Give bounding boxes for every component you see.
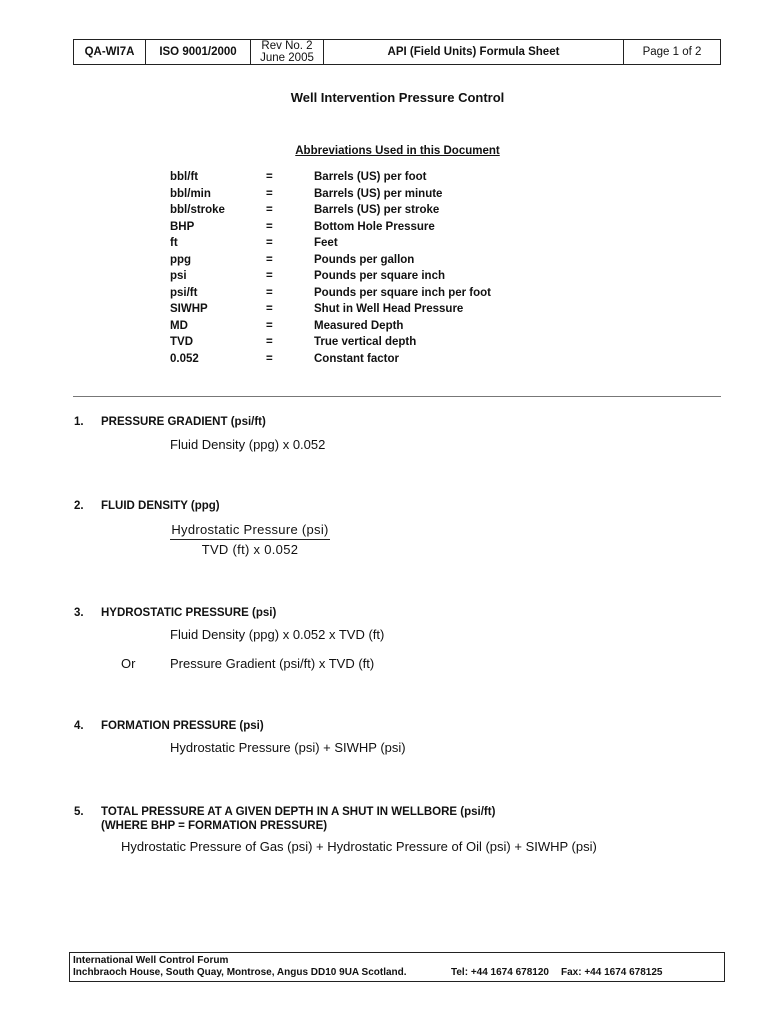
- abbreviation-term: ft: [170, 237, 178, 249]
- abbreviation-row: [170, 188, 570, 205]
- section-title: PRESSURE GRADIENT (psi/ft): [101, 416, 266, 428]
- document-title: Well Intervention Pressure Control: [290, 90, 505, 105]
- abbreviation-term: bbl/min: [170, 187, 211, 200]
- fraction-denominator: TVD (ft) x 0.052: [201, 542, 299, 557]
- abbreviations-heading: Abbreviations Used in this Document: [295, 145, 500, 157]
- revision-cell: [251, 40, 324, 64]
- formula: Hydrostatic Pressure of Gas (psi) + Hydrostatic Pressure of Oil (psi) + SIWHP (psi): [121, 839, 597, 854]
- abbreviation-meaning: Pounds per square inch per foot: [314, 286, 491, 299]
- formula: Hydrostatic Pressure (psi) + SIWHP (psi): [170, 740, 406, 755]
- revision-number: Rev No. 2: [261, 40, 313, 52]
- section-divider: [73, 396, 721, 397]
- section-subtitle: (WHERE BHP = FORMATION PRESSURE): [101, 820, 328, 832]
- section-title: FLUID DENSITY (ppg): [101, 500, 220, 512]
- sheet-title-cell: API (Field Units) Formula Sheet: [324, 40, 624, 64]
- abbreviation-row: [170, 254, 570, 271]
- section-title: TOTAL PRESSURE AT A GIVEN DEPTH IN A SHUT IN WELLBORE (psi/ft): [101, 806, 496, 818]
- abbreviation-meaning: Pounds per square inch: [314, 270, 445, 282]
- abbreviation-term: 0.052: [170, 352, 199, 365]
- footer-organization: International Well Control Forum: [73, 955, 229, 966]
- abbreviation-term: MD: [170, 319, 188, 332]
- abbreviation-meaning: Constant factor: [314, 352, 399, 365]
- equals-sign: =: [266, 336, 273, 348]
- equals-sign: =: [266, 270, 273, 282]
- abbreviation-meaning: Feet: [314, 237, 338, 249]
- abbreviation-term: ppg: [170, 253, 192, 266]
- alternate-formula: Pressure Gradient (psi/ft) x TVD (ft): [170, 656, 375, 671]
- abbreviation-row: [170, 303, 570, 320]
- abbreviation-meaning: True vertical depth: [314, 336, 417, 348]
- footer-box: [69, 952, 725, 982]
- abbreviation-row: [170, 237, 570, 254]
- abbreviation-term: BHP: [170, 220, 195, 233]
- section-title: HYDROSTATIC PRESSURE (psi): [101, 607, 277, 619]
- abbreviation-term: SIWHP: [170, 303, 208, 315]
- abbreviation-meaning: Barrels (US) per stroke: [314, 204, 440, 216]
- fraction-formula: [170, 522, 330, 557]
- standard-cell: ISO 9001/2000: [146, 40, 251, 64]
- abbreviation-term: TVD: [170, 336, 193, 348]
- section-title: FORMATION PRESSURE (psi): [101, 720, 264, 732]
- section-number: 3.: [74, 607, 84, 619]
- equals-sign: =: [266, 204, 273, 216]
- equals-sign: =: [266, 220, 273, 233]
- revision-date: June 2005: [260, 52, 314, 64]
- document-header-table: [73, 39, 721, 65]
- equals-sign: =: [266, 187, 273, 200]
- equals-sign: =: [266, 237, 273, 249]
- abbreviation-row: [170, 353, 570, 370]
- abbreviation-row: [170, 336, 570, 353]
- or-label: Or: [121, 656, 136, 671]
- page-number-cell: Page 1 of 2: [642, 46, 702, 58]
- equals-sign: =: [266, 171, 273, 183]
- formula: Fluid Density (ppg) x 0.052 x TVD (ft): [170, 627, 385, 642]
- abbreviation-term: psi: [170, 270, 187, 282]
- formula: Fluid Density (ppg) x 0.052: [170, 437, 326, 452]
- abbreviation-term: bbl/ft: [170, 171, 199, 183]
- section-number: 2.: [74, 500, 84, 512]
- equals-sign: =: [266, 286, 273, 299]
- section-number: 4.: [74, 720, 84, 732]
- abbreviation-row: [170, 171, 570, 188]
- section-number: 5.: [74, 806, 84, 818]
- abbreviation-meaning: Barrels (US) per foot: [314, 171, 427, 183]
- equals-sign: =: [266, 303, 273, 315]
- doc-code-cell: QA-WI7A: [74, 40, 146, 64]
- equals-sign: =: [266, 319, 273, 332]
- equals-sign: =: [266, 352, 273, 365]
- equals-sign: =: [266, 253, 273, 266]
- abbreviation-term: psi/ft: [170, 286, 198, 299]
- footer-fax: Fax: +44 1674 678125: [561, 967, 663, 978]
- abbreviation-row: [170, 287, 570, 304]
- abbreviation-row: [170, 204, 570, 221]
- footer-address: Inchbraoch House, South Quay, Montrose, Angus DD10 9UA Scotland.: [73, 967, 407, 978]
- abbreviation-row: [170, 320, 570, 337]
- abbreviation-meaning: Bottom Hole Pressure: [314, 220, 435, 233]
- abbreviation-row: [170, 221, 570, 238]
- abbreviation-meaning: Measured Depth: [314, 319, 404, 332]
- abbreviation-meaning: Pounds per gallon: [314, 253, 415, 266]
- abbreviation-term: bbl/stroke: [170, 204, 225, 216]
- fraction-numerator: Hydrostatic Pressure (psi): [170, 522, 330, 540]
- abbreviation-meaning: Barrels (US) per minute: [314, 187, 443, 200]
- section-number: 1.: [74, 416, 84, 428]
- footer-telephone: Tel: +44 1674 678120: [451, 967, 549, 978]
- abbreviation-row: [170, 270, 570, 287]
- abbreviation-meaning: Shut in Well Head Pressure: [314, 303, 464, 315]
